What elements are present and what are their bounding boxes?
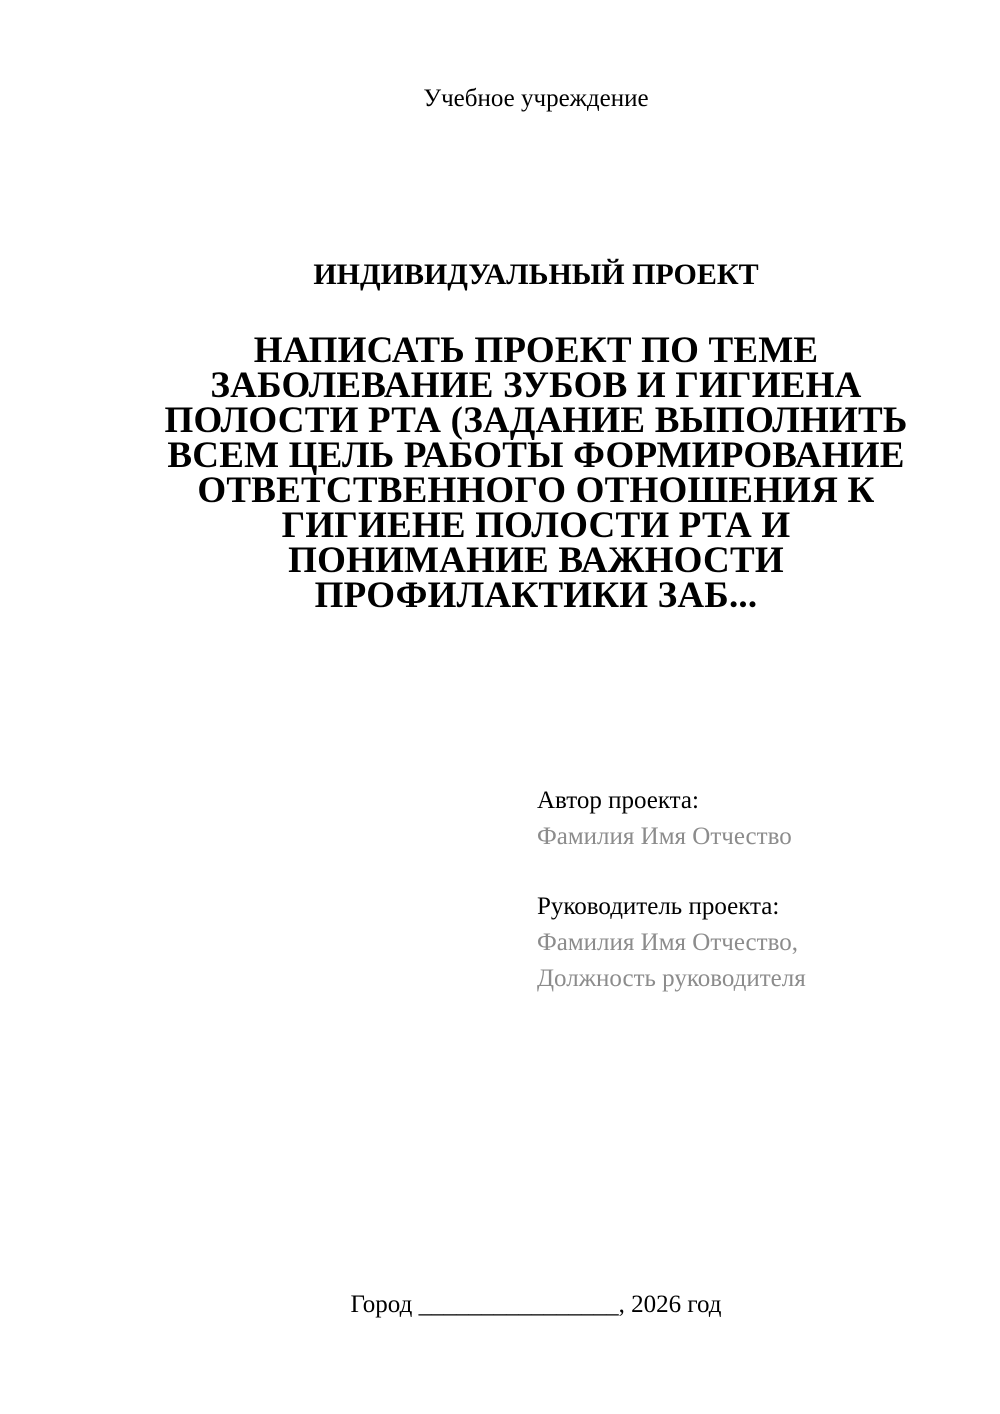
project-title-line: ПОЛОСТИ РТА (ЗАДАНИЕ ВЫПОЛНИТЬ <box>164 400 908 441</box>
project-title-line: ВСЕМ ЦЕЛЬ РАБОТЫ ФОРМИРОВАНИЕ <box>167 435 905 476</box>
project-title-line: НАПИСАТЬ ПРОЕКТ ПО ТЕМЕ <box>253 330 819 371</box>
supervisor-name-placeholder: Фамилия Имя Отчество, <box>537 929 798 956</box>
city-blank-line: ________________ <box>418 1291 619 1318</box>
supervisor-block <box>537 889 806 997</box>
supervisor-label: Руководитель проекта: <box>537 893 780 920</box>
author-name-placeholder: Фамилия Имя Отчество <box>537 823 792 850</box>
city-year-line <box>143 1287 929 1323</box>
project-title-line: ГИГИЕНЕ ПОЛОСТИ РТА И <box>281 505 791 546</box>
project-type-heading: ИНДИВИДУАЛЬНЫЙ ПРОЕКТ <box>313 258 759 291</box>
city-label: Город <box>350 1291 419 1318</box>
author-block <box>537 783 792 855</box>
author-label: Автор проекта: <box>537 787 699 814</box>
institution-name: Учебное учреждение <box>423 85 649 112</box>
project-title-line: ПОНИМАНИЕ ВАЖНОСТИ <box>288 540 784 581</box>
project-title <box>143 330 929 616</box>
project-title-line: ОТВЕТСТВЕННОГО ОТНОШЕНИЯ К <box>197 470 875 511</box>
supervisor-role-placeholder: Должность руководителя <box>537 965 806 992</box>
project-title-line: ПРОФИЛАКТИКИ ЗАБ... <box>314 575 758 616</box>
year-label: , 2026 год <box>618 1291 722 1318</box>
project-title-line: ЗАБОЛЕВАНИЕ ЗУБОВ И ГИГИЕНА <box>210 365 862 406</box>
